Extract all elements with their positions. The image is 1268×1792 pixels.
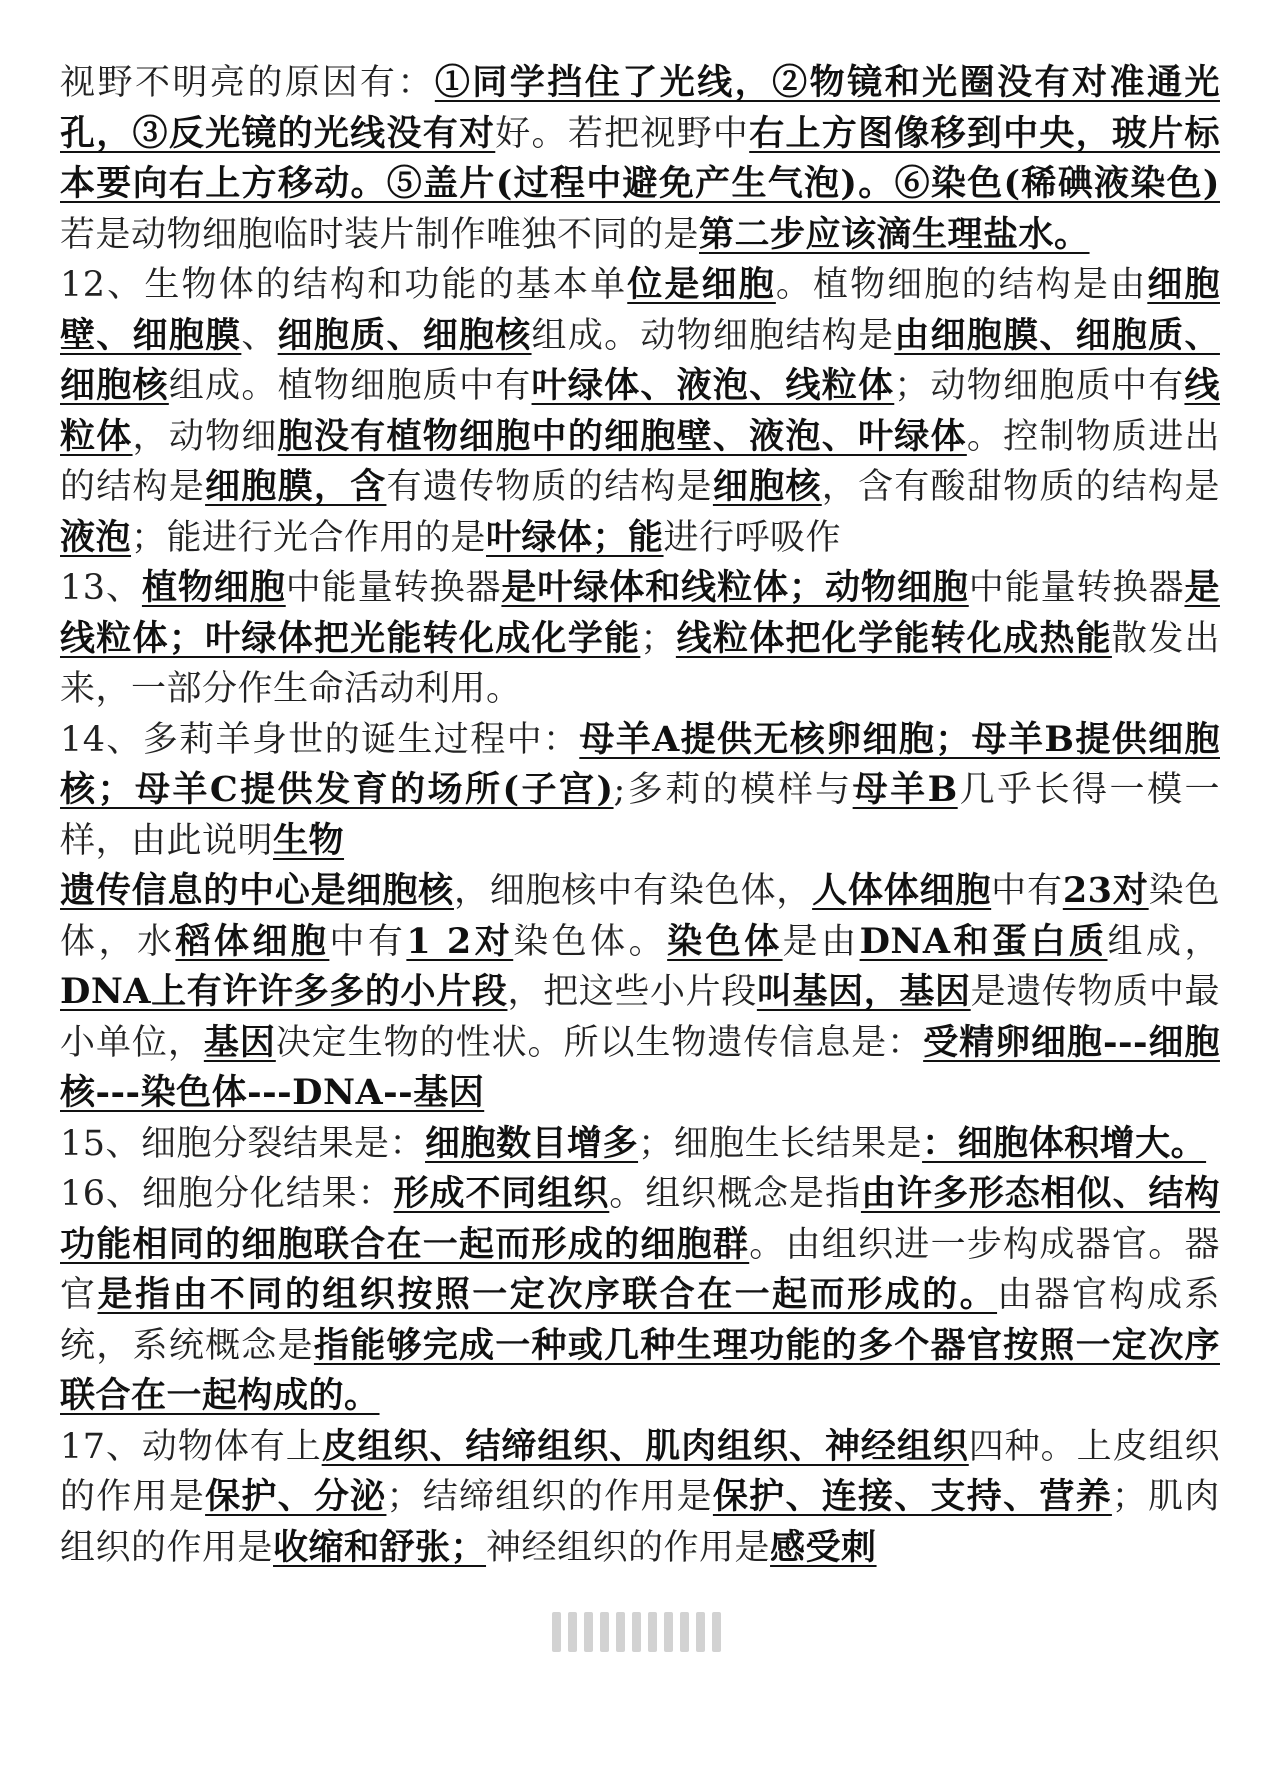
paragraph-11-continued <box>60 58 1220 260</box>
text-run: 染色体，水 <box>60 871 1220 962</box>
text-run: 几乎长得一模一样，由此说明 <box>60 770 1220 861</box>
text-run: ；能进行光合作用的是 <box>131 517 487 558</box>
text-run: 组成。植物细胞质中有 <box>168 366 532 406</box>
underlined-text: ①同学挡住了光线，②物镜和光圈没有对准通光孔，③反光镜的光线没有对 <box>60 62 1220 154</box>
underlined-text: 生物 <box>273 819 345 861</box>
underlined-text: 保护、连接、支持、营养 <box>712 1476 1112 1517</box>
text-run: ，含有酸甜物质的结构是 <box>821 467 1220 507</box>
underlined-text: 叶绿体、液泡、线粒体 <box>531 365 895 406</box>
underlined-text: 液泡 <box>60 516 132 558</box>
text-run: 是遗传物质中最小单位， <box>60 972 1220 1063</box>
underlined-text: 指能够完成一种或几种生理功能的多个器官按照一定次序联合在一起构成的。 <box>60 1324 1220 1416</box>
text-run: 是由 <box>782 921 860 962</box>
text-run: 好。若把视野中 <box>495 113 750 154</box>
paragraph-12 <box>60 260 1220 563</box>
text-run: ，把这些小片段 <box>507 972 757 1012</box>
text-run: ；细胞生长结果是 <box>638 1123 923 1164</box>
underlined-text: 感受刺 <box>770 1526 877 1568</box>
text-run: 若是动物细胞临时装片制作唯独不同的是 <box>60 214 700 255</box>
underlined-text: 植物细胞 <box>141 567 286 608</box>
text-run: 16、细胞分化结果： <box>60 1174 394 1214</box>
underlined-text: 皮组织、结缔组织、肌肉组织、神经组织 <box>321 1425 969 1467</box>
underlined-text: 由细胞膜、细胞质、细胞核 <box>60 314 1220 406</box>
underlined-text: 叫基因，基因 <box>756 971 971 1012</box>
text-run: 由器官构成系统，系统概念是 <box>60 1275 1220 1366</box>
underlined-text: 线粒体把化学能转化成热能 <box>675 617 1112 659</box>
underlined-text: 细胞数目增多 <box>425 1122 639 1164</box>
text-run: 神经组织的作用是 <box>486 1527 771 1568</box>
paragraph-14-continued <box>60 866 1220 1119</box>
text-run: 散发出来，一部分作生命活动利用。 <box>60 618 1220 709</box>
text-run: 、 <box>241 315 278 356</box>
underlined-text: 线粒体 <box>60 365 1220 457</box>
paragraph-16 <box>60 1169 1220 1422</box>
underlined-text: 1 2对 <box>406 920 514 962</box>
text-run: 组成。动物细胞结构是 <box>531 315 895 356</box>
paragraph-15 <box>60 1119 1220 1170</box>
text-run: 。控制物质进出的结构是 <box>60 416 1220 507</box>
text-run: ，动物细 <box>132 416 278 457</box>
text-run: 。植物细胞的结构是由 <box>775 265 1148 305</box>
underlined-text: 细胞质、细胞核 <box>277 314 532 356</box>
underlined-text: DNA和蛋白质 <box>859 920 1108 962</box>
underlined-text: 细胞核 <box>712 466 822 507</box>
text-run: 视野不明亮的原因有： <box>60 63 435 103</box>
underlined-text: 23对 <box>1062 870 1149 911</box>
text-run: 。组织概念是指 <box>609 1174 861 1214</box>
text-run: 染色体。 <box>513 921 668 962</box>
text-run: ； <box>640 618 676 659</box>
underlined-text: 稻体细胞 <box>175 920 330 962</box>
text-run: 。由组织进一步构成器官。器官 <box>60 1224 1220 1315</box>
text-run: 14、多莉羊身世的诞生过程中： <box>60 719 580 760</box>
paragraph-14 <box>60 715 1220 867</box>
underlined-text: 母羊A提供无核卵细胞；母羊B提供细胞核；母羊C提供发育的场所(子宫) <box>60 718 1220 810</box>
text-run: ；动物细胞质中有 <box>894 366 1185 406</box>
text-run: 四种。上皮组织的作用是 <box>60 1426 1220 1517</box>
text-run: 15、细胞分裂结果是： <box>60 1123 426 1164</box>
text-run: 决定生物的性状。所以生物遗传信息是： <box>275 1022 924 1063</box>
underlined-text: 人体体细胞 <box>812 870 992 911</box>
underlined-text: 右上方图像移到中央，玻片标本要向右上方移动。⑤盖片(过程中避免产生气泡)。⑥染色(稀碘液染色) <box>60 112 1220 204</box>
text-run: 中能量转换器 <box>285 568 502 608</box>
underlined-text: 染色体 <box>667 920 783 962</box>
underlined-text: 是指由不同的组织按照一定次序联合在一起而形成的。 <box>97 1274 998 1315</box>
underlined-text: 由许多形态相似、结构功能相同的细胞联合在一起而形成的细胞群 <box>60 1173 1220 1265</box>
text-run: ；结缔组织的作 <box>386 1477 641 1517</box>
underlined-text: 第二步应该滴生理盐水。 <box>699 213 1090 255</box>
text-run: 有遗传物质的结构是 <box>386 467 713 507</box>
text-run: 12、生物体的结构和功能的基本单 <box>60 265 628 305</box>
underlined-text: 母羊B <box>852 769 958 810</box>
text-run: 进行呼吸作 <box>663 517 842 558</box>
text-run: 中有 <box>991 871 1063 911</box>
paragraph-17 <box>60 1422 1220 1574</box>
underlined-text: 位是细胞 <box>627 264 776 305</box>
underlined-text: 是叶绿体和线粒体；动物细胞 <box>501 567 969 608</box>
document-body <box>60 58 1220 1573</box>
watermark-logo <box>542 1604 790 1660</box>
text-run: 中能量转换器 <box>968 568 1185 608</box>
text-run: 13、 <box>60 568 142 608</box>
underlined-text: DNA上有许许多多的小片段 <box>60 971 508 1012</box>
text-run: ；肌肉组织的作用是 <box>60 1477 1220 1568</box>
underlined-text: 基因 <box>203 1021 276 1063</box>
underlined-text: 受精卵细胞---细胞核---染色体---DNA--基因 <box>60 1021 1220 1113</box>
underlined-text: 细胞壁、细胞膜 <box>60 264 1220 356</box>
underlined-text: 是线粒体；叶绿体把光能转化成化学能 <box>60 567 1220 659</box>
underlined-text: 细胞膜，含 <box>205 466 387 507</box>
text-run: 组成， <box>1107 921 1220 962</box>
text-run: 中有 <box>329 921 407 962</box>
underlined-text: 形成不同组织 <box>393 1173 610 1214</box>
underlined-text: 胞没有植物细胞中的细胞壁、液泡、叶绿体 <box>277 415 967 457</box>
underlined-text: 叶绿体；能 <box>486 516 664 558</box>
text-run: 17、动物体有上 <box>60 1426 322 1467</box>
underlined-text: 收缩和舒张； <box>273 1526 487 1568</box>
underlined-text: ：细胞体积增大。 <box>922 1122 1207 1164</box>
underlined-text: 遗传信息的中心是细胞核 <box>60 870 454 911</box>
paragraph-13 <box>60 563 1220 715</box>
text-run: 用是 <box>640 1477 713 1517</box>
text-run: ，细胞核中有染色体， <box>453 871 813 911</box>
underlined-text: 保护、分泌 <box>205 1476 387 1517</box>
text-run: ;多莉的模样与 <box>613 770 853 810</box>
